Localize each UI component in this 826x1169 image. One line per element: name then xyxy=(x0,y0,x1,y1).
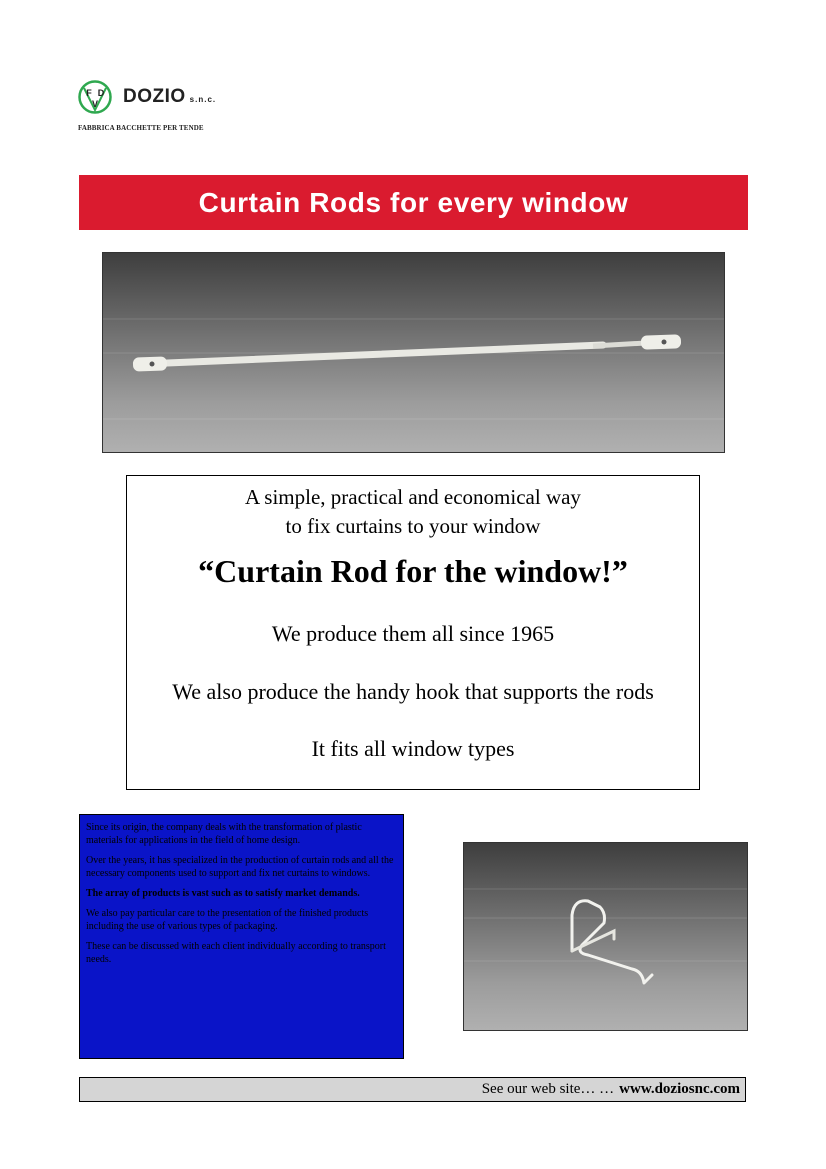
curtain-rod-image xyxy=(103,253,724,452)
footer-text: See our web site… … xyxy=(481,1081,615,1097)
curtain-hook-image xyxy=(464,843,747,1030)
logo-letter-f: F xyxy=(86,88,92,98)
website-footer xyxy=(79,1077,746,1102)
logo-tagline: FABBRICA BACCHETTE PER TENDE xyxy=(78,124,204,132)
curtain-rod-photo xyxy=(102,252,725,453)
company-paragraph-3: The array of products is vast such as to satisfy market demands. xyxy=(86,888,360,899)
page-title-banner: Curtain Rods for every window xyxy=(79,175,748,230)
product-headline: “Curtain Rod for the window!” xyxy=(198,553,628,589)
product-description-box xyxy=(126,475,700,790)
company-logo xyxy=(78,80,278,140)
intro-line-1: A simple, practical and economical way xyxy=(245,485,581,509)
curtain-hook-photo xyxy=(463,842,748,1031)
window-types-text: It fits all window types xyxy=(311,736,515,761)
intro-text xyxy=(127,483,699,541)
logo-emblem-icon xyxy=(78,80,112,114)
company-paragraph-1: Since its origin, the company deals with the transformation of plastic materials for applications in the field of home design. xyxy=(86,822,362,846)
logo-letter-d: D xyxy=(97,88,105,98)
company-paragraph-4: We also pay particular care to the presentation of the finished products including the use of various types of packaging. xyxy=(86,908,369,932)
company-paragraph-2: Over the years, it has specialized in the production of curtain rods and all the necessary components used to support and fix net curtains to windows. xyxy=(86,855,394,879)
website-link[interactable]: www.doziosnc.com xyxy=(619,1081,740,1097)
company-paragraph-5: These can be discussed with each client individually according to transport needs. xyxy=(86,941,386,965)
company-info-box xyxy=(79,814,404,1059)
since-year-text: We produce them all since 1965 xyxy=(271,621,555,646)
logo-suffix: s.n.c. xyxy=(189,95,217,104)
intro-line-2: to fix curtains to your window xyxy=(285,514,541,538)
logo-name-text: DOZIO xyxy=(123,86,186,107)
hook-text: We also produce the handy hook that supports the rods xyxy=(172,679,654,704)
logo-letter-v: V xyxy=(91,99,99,109)
logo-company-name xyxy=(123,86,216,108)
